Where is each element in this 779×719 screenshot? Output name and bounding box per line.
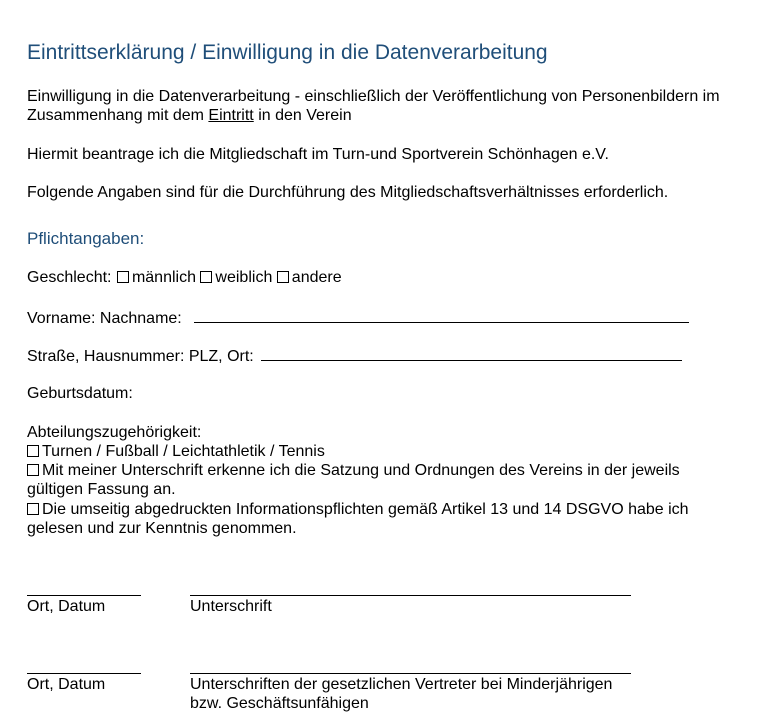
department-row	[27, 442, 325, 461]
intro-line-2-start: Zusammenhang mit dem	[27, 107, 209, 124]
signature-label-1: Unterschrift	[190, 598, 272, 615]
place-date-line-2[interactable]	[27, 673, 141, 674]
intro-line-2	[27, 106, 720, 125]
gender-female-label: weiblich	[215, 269, 273, 286]
gender-other-label: andere	[291, 269, 342, 286]
gdpr-consent	[27, 500, 689, 538]
birthdate-row	[27, 384, 133, 403]
place-date-label-1: Ort, Datum	[27, 598, 106, 615]
gender-male-label: männlich	[131, 269, 196, 286]
gender-male-checkbox[interactable]	[117, 271, 129, 283]
address-row	[27, 345, 682, 366]
birthdate-label: Geburtsdatum:	[27, 385, 133, 402]
department-label: Abteilungszugehörigkeit:	[27, 424, 202, 441]
statutes-consent-line-1	[27, 461, 680, 480]
signature-line-2[interactable]	[190, 673, 631, 674]
gdpr-consent-line-2: gelesen und zur Kenntnis genommen.	[27, 520, 297, 537]
application-statement: Hiermit beantrage ich die Mitgliedschaft im Turn-und Sportverein Schönhagen e.V.	[27, 146, 609, 163]
gender-label: Geschlecht:	[27, 269, 112, 286]
statutes-consent-line-2: gültigen Fassung an.	[27, 481, 176, 498]
gender-row	[27, 268, 342, 287]
guardian-signature-label	[190, 675, 612, 713]
name-row	[27, 307, 689, 328]
gender-female-checkbox[interactable]	[200, 271, 212, 283]
gdpr-consent-text: Die umseitig abgedruckten Informationspflichten gemäß Artikel 13 und 14 DSGVO habe ich	[42, 501, 689, 518]
gdpr-consent-line-1	[27, 500, 689, 519]
name-field[interactable]	[194, 307, 689, 323]
statutes-consent-checkbox[interactable]	[27, 464, 39, 476]
page-title: Eintrittserklärung / Einwilligung in die Datenverarbeitung	[27, 41, 548, 64]
address-label: Straße, Hausnummer: PLZ, Ort:	[27, 348, 254, 365]
address-field[interactable]	[261, 345, 682, 361]
gender-other-checkbox[interactable]	[277, 271, 289, 283]
section-title-required: Pflichtangaben:	[27, 229, 145, 248]
department-checkbox[interactable]	[27, 445, 39, 457]
intro-line-1: Einwilligung in die Datenverarbeitung - einschließlich der Veröffentlichung von Personenbildern im	[27, 88, 720, 105]
department-option: Turnen / Fußball / Leichtathletik / Tennis	[42, 443, 325, 460]
guardian-signature-line-1: Unterschriften der gesetzlichen Vertreter bei Minderjährigen	[190, 676, 613, 693]
signature-line-1[interactable]	[190, 595, 631, 596]
intro-paragraph	[27, 87, 720, 125]
statutes-consent-text: Mit meiner Unterschrift erkenne ich die Satzung und Ordnungen des Vereins in der jeweils	[42, 462, 680, 479]
name-label: Vorname: Nachname:	[27, 310, 182, 327]
place-date-label-2: Ort, Datum	[27, 676, 106, 693]
gdpr-consent-checkbox[interactable]	[27, 503, 39, 515]
entry-link[interactable]: Eintritt	[208, 107, 254, 124]
place-date-line-1[interactable]	[27, 595, 141, 596]
required-info-statement: Folgende Angaben sind für die Durchführung des Mitgliedschaftsverhältnisses erforderlich.	[27, 184, 669, 201]
statutes-consent	[27, 461, 680, 499]
guardian-signature-line-2: bzw. Geschäftsunfähigen	[190, 695, 369, 712]
intro-line-2-end: in den Verein	[253, 107, 352, 124]
